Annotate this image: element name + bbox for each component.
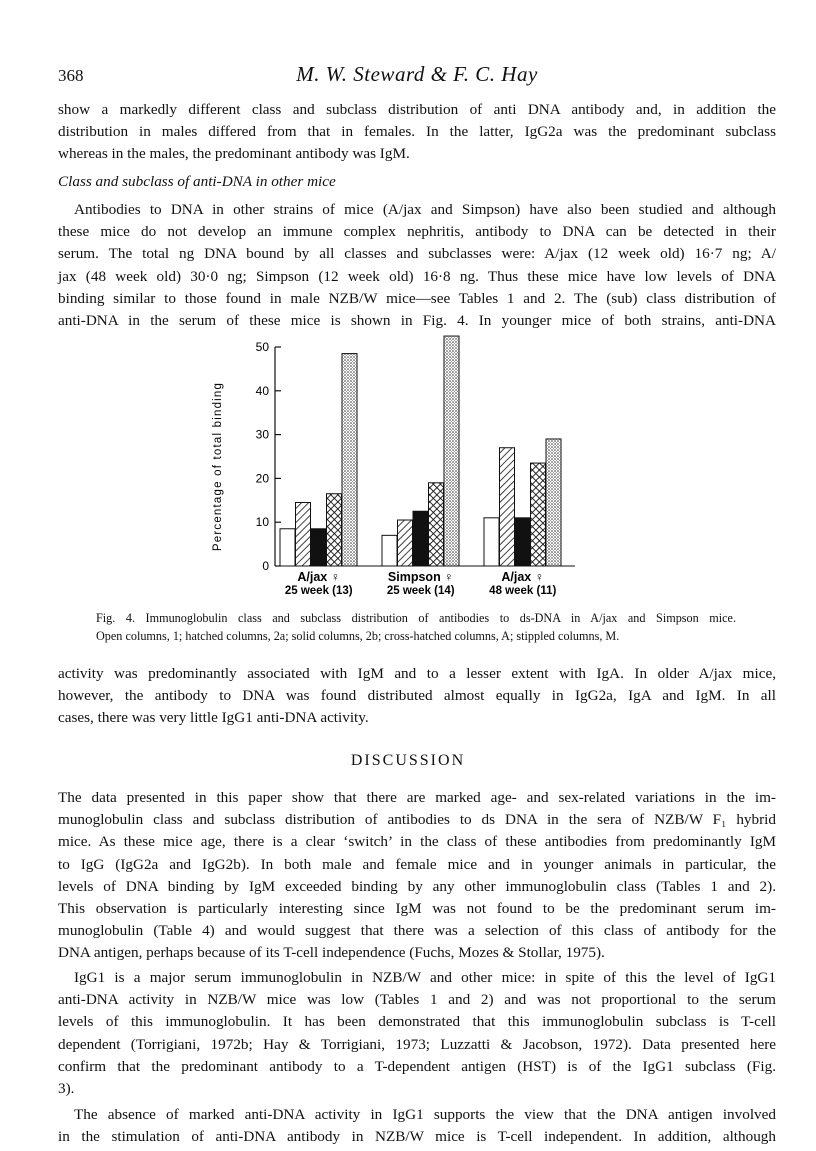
text-line: these mice do not develop an immune complex nephritis, antibody to DNA can be detected in their (58, 223, 776, 241)
text-line: jax (48 week old) 30·0 ng; Simpson (12 week old) 16·8 ng. Thus these mice have low levels of DNA (58, 267, 776, 285)
paragraph-other-mice (58, 199, 776, 332)
bar-M (342, 354, 357, 566)
text-line: confirm that the predominant antibody to a T-dependent antigen (HST) is of the IgG1 subclass (Fig. (58, 1057, 776, 1075)
figure-4 (200, 335, 600, 605)
text-line: munoglobulin class and subclass distribution of antibodies to ds DNA in the sera of NZB/W F₁ hybrid (58, 811, 776, 829)
caption-line: Open columns, 1; hatched columns, 2a; solid columns, 2b; cross-hatched columns, A; stippled columns, M. (96, 629, 620, 643)
text-line: mice. As these mice age, there is a clear ‘switch’ in the class of these antibodies from predominantly IgM (58, 833, 776, 851)
text-line: munoglobulin (Table 4) and would suggest that there was a selection of this class of antibody for the (58, 922, 776, 940)
text-line: activity was predominantly associated with IgM and to a lesser extent with IgA. In older A/jax mice, (58, 665, 776, 682)
bar-A (531, 463, 546, 566)
text-line: distribution in males differed from that in females. In the latter, IgG2a was the predominant subclass (58, 123, 776, 141)
bar-2a (398, 520, 413, 566)
bars (280, 336, 561, 566)
text-line: show a markedly different class and subclass distribution of anti DNA antibody and, in addition the (58, 101, 776, 118)
bar-1 (280, 529, 295, 566)
page-header (58, 62, 776, 92)
text-line: levels of DNA binding by IgM exceeded binding by any other immunoglobulin class (Tables 1 and 2). (58, 877, 776, 895)
text-line: The data presented in this paper show that there are marked age- and sex-related variations in the im- (58, 789, 776, 806)
y-tick-label: 40 (255, 383, 269, 398)
text-line: whereas in the males, the predominant antibody was IgM. (58, 145, 410, 163)
x-category-sublabel: 25 week (13) (284, 585, 353, 597)
subsection-heading: Class and subclass of anti-DNA in other mice (58, 173, 336, 190)
x-category-sublabel: 25 week (14) (386, 585, 455, 597)
y-tick-label: 30 (255, 427, 269, 442)
page-number: 368 (58, 66, 84, 85)
bar-2a (296, 502, 311, 566)
y-tick-label: 0 (262, 559, 269, 573)
text-line: IgG1 is a major serum immunoglobulin in NZB/W and other mice: in spite of this the level of IgG1 (74, 969, 776, 986)
text-line: however, the antibody to DNA was found distributed almost equally in IgG2a, IgA and IgM. In all (58, 687, 776, 705)
text-line: binding similar to those found in male NZB/W mice—see Tables 1 and 2. The (sub) class distribution of (58, 289, 776, 307)
paragraph-results-end (58, 663, 776, 730)
bar-2b (311, 529, 326, 566)
x-category-sublabel: 48 week (11) (489, 585, 557, 597)
text-line: in the stimulation of anti-DNA antibody in NZB/W mice is T-cell independent. In addition, although (58, 1128, 776, 1146)
section-heading-discussion: DISCUSSION (350, 752, 466, 769)
bar-A (429, 483, 444, 566)
y-tick-label: 50 (255, 340, 269, 354)
text-line: to IgG (IgG2a and IgG2b). In both male and female mice and in younger animals in particular, the (58, 855, 776, 873)
bar-2b (413, 511, 428, 566)
bar-1 (382, 535, 397, 566)
text-line: 3). (58, 1079, 75, 1097)
bar-2a (500, 448, 515, 566)
text-line: cases, there was very little IgG1 anti-DNA activity. (58, 709, 369, 727)
text-line: anti-DNA activity in NZB/W mice was low (Tables 1 and 2) and was not proportional to the serum (58, 991, 776, 1009)
x-category-label: A/jax ♀ (297, 570, 341, 584)
text-line: Antibodies to DNA in other strains of mice (A/jax and Simpson) have also been studied and although (74, 201, 776, 218)
paragraph-continuation (58, 99, 776, 166)
x-category-label: Simpson ♀ (387, 570, 454, 584)
figure-caption (96, 609, 736, 645)
text-line: anti-DNA in the serum of these mice is shown in Fig. 4. In younger mice of both strains, anti-DNA (58, 311, 776, 329)
caption-line: Fig. 4. Immunoglobulin class and subclass distribution of antibodies to ds-DNA in A/jax and Simpson mice. (96, 611, 736, 625)
text-line: dependent (Torrigiani, 1972b; Hay & Torrigiani, 1973; Luzzatti & Jacobson, 1972). Data presented here (58, 1035, 776, 1053)
y-tick-label: 20 (255, 471, 269, 486)
y-tick-label: 10 (255, 515, 269, 530)
text-line: DNA antigen, perhaps because of its T-cell independence (Fuchs, Mozes & Stollar, 1975). (58, 944, 605, 962)
x-axis-labels (285, 570, 557, 597)
paragraph-discussion-2 (58, 967, 776, 1100)
bar-chart (200, 335, 600, 600)
x-category-label: A/jax ♀ (501, 570, 545, 584)
text-line: serum. The total ng DNA bound by all classes and subclasses were: A/jax (12 week old) 16·7 ng; A/ (58, 245, 776, 263)
y-axis-label: Percentage of total binding (212, 381, 224, 552)
paragraph-discussion-1 (58, 787, 776, 965)
text-line: This observation is particularly interesting since IgM was not found to be the predominant serum im- (58, 899, 776, 917)
running-head: M. W. Steward & F. C. Hay (296, 62, 538, 86)
bar-M (546, 439, 561, 566)
paragraph-discussion-3 (58, 1104, 776, 1148)
bar-A (327, 494, 342, 566)
bar-M (444, 336, 459, 566)
bar-1 (484, 518, 499, 566)
text-line: The absence of marked anti-DNA activity in IgG1 supports the view that the DNA antigen involved (74, 1106, 776, 1123)
bar-2b (515, 518, 530, 566)
text-line: levels of this immunoglobulin. It has been demonstrated that this immunoglobulin subclass is T-cell (58, 1013, 776, 1031)
